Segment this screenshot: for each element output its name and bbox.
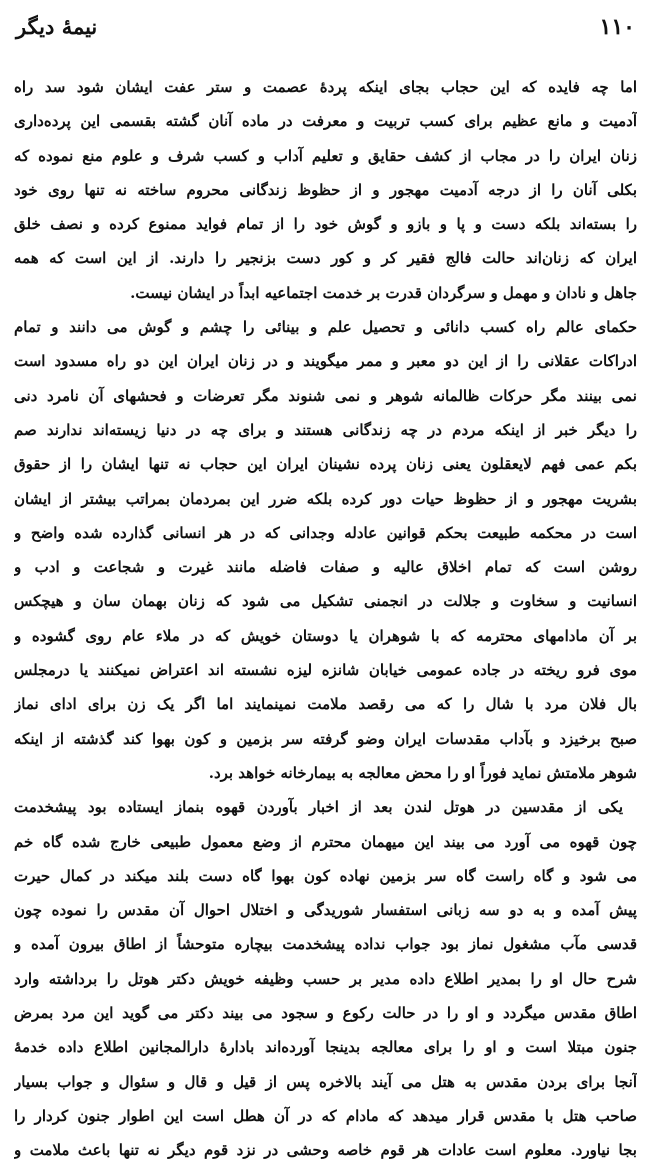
text-line: یکی از مقدسین در هوتل لندن بعد از اخبار بآوردن قهوه بنماز ایستاده بود پیشخدمت xyxy=(14,798,623,817)
text-line: حکمای عالم راه کسب دانائی و تحصیل علم و بینائی را چشم و گوش می دانند و تمام xyxy=(14,318,637,337)
text-line: ایران که زنان‌اند حالت فالج فقیر کر و کور دست بزنجیر را دارند. از این است که همه xyxy=(14,249,637,268)
text-line: صبح برخیزد و بآداب مقدسات ایران وضو گرفته سر بزمین و کون بهوا کند گذشته از اینکه xyxy=(14,729,637,748)
text-line: انسانیت و سخاوت و جلالت در انجمنی تشکیل می شود که زنان بهمان سان و هیچکس xyxy=(14,592,637,611)
text-line: را بسته‌اند بلکه دست و پا و بازو و گوش خود را از تمام فواید ممنوع کرده و نصف خلق xyxy=(14,215,637,234)
text-line: اما چه فایده که این حجاب بجای اینکه پردهٔ عصمت و ستر عفت ایشان شود سد راه xyxy=(14,78,637,96)
text-line: می شود و گاه راست گاه سر بزمین نهاده کون بهوا گاه دست بلند میکند در کمال حیرت xyxy=(14,866,637,885)
running-title: نیمهٔ دیگر xyxy=(16,14,98,39)
text-line: بال فلان مرد با شال را که می رقصد ملامت نمینمایند اما اگر یک زن برای ادای نماز xyxy=(14,695,637,714)
text-line: بکلی آنان را از درجه آدمیت مهجور و از حظوظ زندگانی محروم ساخته نه تنها روی خود xyxy=(14,180,637,199)
text-line: بر آن مادامهای محترمه که با شوهران یا دوستان خویش که در ملاء عام روی گشوده و xyxy=(14,626,637,645)
text-line: روشن است که تمام اخلاق عالیه و صفات فاضله مانند غیرت و شجاعت و ادب و xyxy=(14,558,637,577)
text-line: بجا نیاورد. معلوم است عادات هر قوم خاصه وحشی در نزد قوم دیگر نه تنها باعث ملامت و xyxy=(14,1141,637,1160)
text-line: آدمیت و مانع عظیم برای کسب تربیت و معرفت در ماده آنان گشته بقسمی این پرده‌داری xyxy=(14,112,637,131)
text-line: جاهل و نادان و مهمل و سرگردان قدرت بر خدمت اجتماعیه ابداً در ایشان نیست. xyxy=(130,283,637,302)
text-line: شرح حال او را بمدیر اطلاع داده مدیر بر حسب وظیفه خویش دکتر هوتل را برداشته وارد xyxy=(14,969,637,988)
text-line: قدسی مآب مشغول نماز بود جواب نداده پیشخدمت بیچاره متوحشاً از اطاق بیرون آمده و xyxy=(14,935,637,954)
text-line: ادراکات عقلانی را از این دو معبر و ممر میگویند و در زنان ایران این دو راه مسدود است xyxy=(14,352,637,371)
text-line: است در محکمه طبیعت بحکم قوانین عادله وجدانی که در هر انسانی گذارده شده واضح و xyxy=(14,523,637,542)
text-line: شوهر ملامتش نماید فوراً او را محض معالجه به بیمارخانه خواهد برد. xyxy=(208,763,637,782)
text-line: بکم عمی فهم لایعقلون یعنی زنان پرده نشینان ایران این حجاب نه تنها ایشان را از حقوق xyxy=(14,455,637,474)
text-line: جنون مبتلا است و او را برای معالجه بدینجا آورده‌اند بادارهٔ دارالمجانین اطلاع داده خدمهٔ xyxy=(14,1038,637,1057)
text-line: زنان ایران را در مجاب از کشف حقایق و تعلیم آداب و کسب شرف و علوم منع نموده که xyxy=(14,146,637,165)
text-line: صاحب هتل با مقدس قرار میدهد که مادام که در آن هطل است این اطوار جنون کردار را xyxy=(14,1106,637,1125)
page-number: ۱۱۰ xyxy=(599,14,635,40)
body-text xyxy=(14,70,637,1168)
text-line: بشریت مهجور و از حظوظ حیات دور کرده بلکه ضرر این بمردمان بمراتب بیشتر از ایشان xyxy=(14,489,637,508)
text-line: موی فرو ریخته در جاده عمومی خیابان شانزه لیزه نشسته اند اعتراض نمیکنند یا درمجلس xyxy=(14,661,637,680)
text-line: آنجا برای بردن مقدس به هتل می آیند بالاخره پس از قیل و قال و سئوال و جواب بسیار xyxy=(14,1072,637,1091)
page-header xyxy=(14,14,637,54)
text-line: پیش آمده و به دو سه زبانی استفسار شوریدگی و اختلال احوال آن مقدس را نموده چون xyxy=(14,901,637,920)
text-line: را دیگر خبر از اینکه مردم در چه زندگانی هستند و برای چه در دنیا زیسته‌اند ندارند صم xyxy=(14,420,637,439)
text-line: چون قهوه می آورد می بیند این میهمان محترم از وضع معمول طبیعی خارج شده گاه خم xyxy=(14,832,637,851)
text-line: اطاق مقدس میگردد و او را در حالت رکوع و سجود می بیند دکتر می گوید این مرد بمرض xyxy=(14,1004,637,1023)
text-line: نمی بینند مگر حرکات ظالمانه شوهر و نمی شنوند مگر تعرضات و فحشهای آن نامرد دنی xyxy=(14,386,637,405)
